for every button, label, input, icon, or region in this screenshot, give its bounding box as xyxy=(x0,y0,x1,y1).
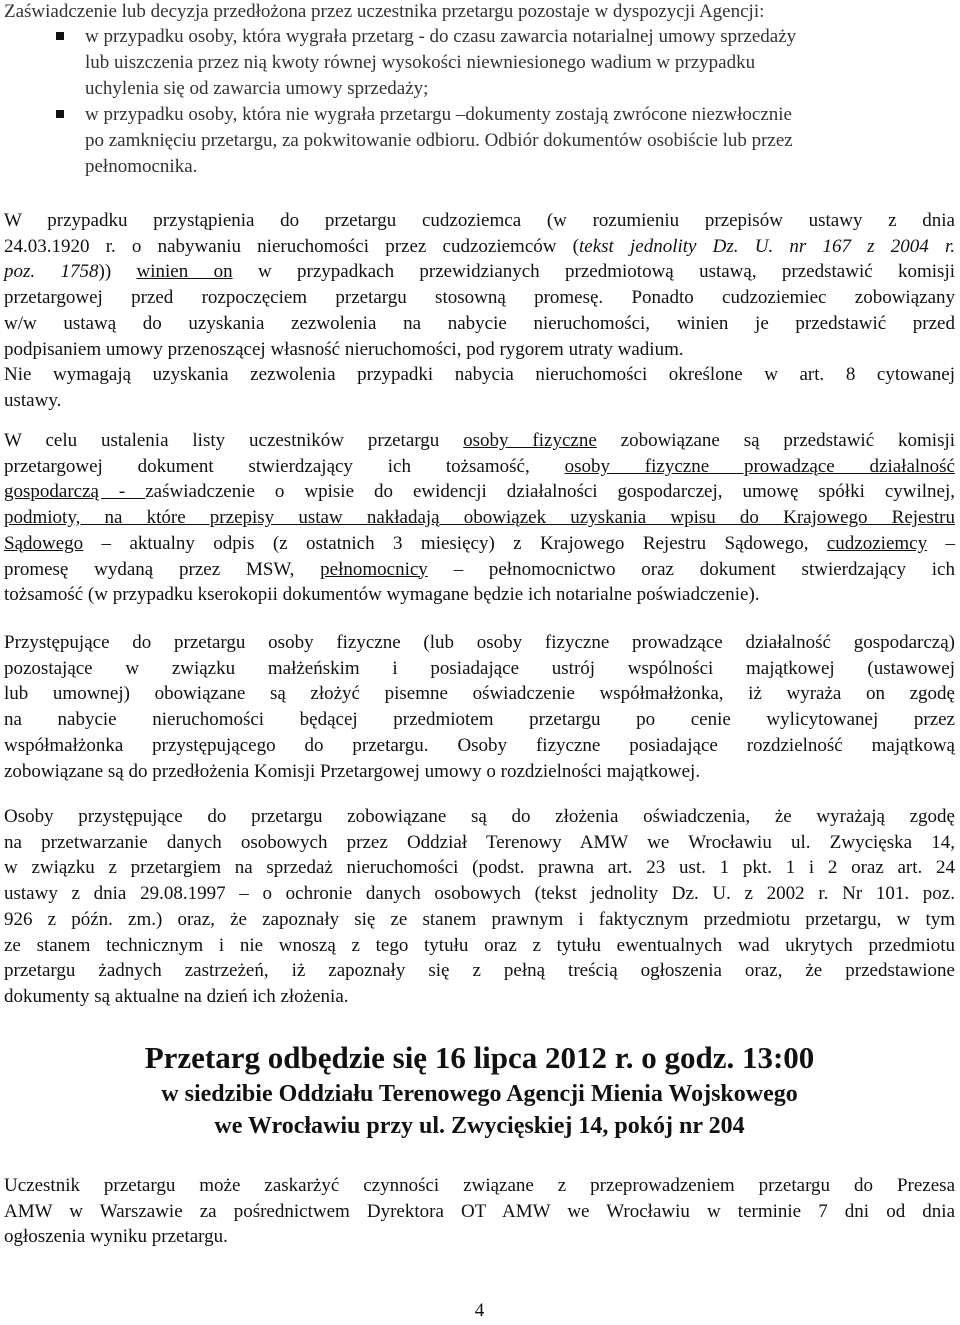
bullet-line: w przypadku osoby, która wygrała przetarg - do czasu zawarcia notarialnej umowy sprzedaży xyxy=(85,26,797,47)
italic-citation: tekst jednolity Dz. U. nr 167 z 2004 r. xyxy=(579,235,955,257)
text-line: ze stanem technicznym i nie wnoszą z tego tytułu oraz z tytułu ewentualnych wad ukrytych przedmiotu xyxy=(4,934,955,956)
text-line: w związku z przetargiem na sprzedaż nieruchomości (podst. prawna art. 23 ust. 1 pkt. 1 i 2 oraz art. 24 xyxy=(4,857,955,879)
text-line: ogłoszenia wyniku przetargu. xyxy=(4,1226,228,1248)
text-line xyxy=(4,234,955,260)
text-line: na nabycie nieruchomości będącej przedmiotem przetargu po cenie wylicytowanej przez xyxy=(4,709,955,731)
italic-citation: 1758 xyxy=(35,261,99,283)
underlined-text: pełnomocnicy xyxy=(320,558,428,580)
text-line: podpisaniem umowy przenoszącej własność nieruchomości, pod rygorem utraty wadium. xyxy=(4,338,684,360)
bullet-item-loser xyxy=(4,102,955,180)
text-line: zobowiązane są do przedłożenia Komisji Przetargowej umowy o rozdzielności majątkowej. xyxy=(4,760,701,782)
paragraph-foreigner xyxy=(4,208,955,414)
auction-address-heading: we Wrocławiu przy ul. Zwycięskiej 14, pokój nr 204 xyxy=(214,1113,745,1139)
underlined-text: gospodarczą - xyxy=(4,481,146,503)
text-line: dokumenty są aktualne na dzień ich złożenia. xyxy=(4,985,349,1007)
text-line: Uczestnik przetargu może zaskarżyć czynności związane z przeprowadzeniem przetargu do Prezesa xyxy=(4,1175,955,1196)
text-span: – pełnomocnictwo oraz dokument stwierdzający ich xyxy=(427,558,955,580)
text-span: 24.03.1920 r. o nabywaniu nieruchomości przez cudzoziemców ( xyxy=(4,235,579,257)
bullet-line: uchylenia się od zawarcia umowy sprzedaży; xyxy=(85,78,429,99)
paragraph-appeal xyxy=(4,1173,955,1250)
italic-citation: poz. xyxy=(4,261,36,283)
page-number: 4 xyxy=(474,1300,485,1321)
text-line: w/w ustawą do uzyskania zezwolenia na nabycie nieruchomości, winien je przedstawić przed xyxy=(4,312,955,334)
underlined-text: Sądowego xyxy=(4,532,84,554)
text-line xyxy=(4,479,955,505)
text-span: zaświadczenie o wpisie do ewidencji działalności gospodarczej, umowę spółki cywilnej, xyxy=(145,481,956,503)
bullet-line: w przypadku osoby, która nie wygrała przetargu –dokumenty zostają zwrócone niezwłocznie xyxy=(85,104,792,125)
text-span: w przypadkach przewidzianych przedmiotową ustawą, przedstawić komisji xyxy=(232,261,956,283)
underlined-text: osoby fizyczne xyxy=(463,430,597,451)
text-line xyxy=(4,454,955,480)
underlined-text: winien on xyxy=(136,261,233,283)
text-line xyxy=(4,557,955,583)
text-span: promesę wydaną przez MSW, xyxy=(4,558,321,580)
text-line: na przetwarzanie danych osobowych przez Oddział Terenowy AMW we Wrocławiu ul. Zwycięska 14, xyxy=(4,831,955,853)
text-span: W celu ustalenia listy uczestników przetargu xyxy=(4,430,464,451)
auction-date-heading: Przetarg odbędzie się 16 lipca 2012 r. o godz. 13:00 xyxy=(144,1040,815,1075)
paragraph-data-processing xyxy=(4,804,955,1010)
paragraph-spouse-consent xyxy=(4,630,955,784)
text-span: zobowiązane są przedstawić komisji xyxy=(596,430,956,451)
bullet-line: lub uiszczenia przez nią kwoty równej wysokości niewniesionego wadium w przypadku xyxy=(85,52,756,73)
text-line xyxy=(4,531,955,557)
text-line: pozostające w związku małżeńskim i posiadające ustrój wspólności majątkowej (ustawowej xyxy=(4,657,955,679)
paragraph-participants-list xyxy=(4,428,955,608)
text-span: )) xyxy=(98,261,137,283)
bullet-item-winner xyxy=(4,24,955,102)
text-span: przetargowej dokument stwierdzający ich tożsamość, xyxy=(4,455,565,477)
text-line: ustawy z dnia 29.08.1997 – o ochronie danych osobowych (tekst jednolity Dz. U. z 2002 r. Nr 101. poz. xyxy=(4,883,955,905)
text-line: 926 z późn. zm.) oraz, że zapoznały się ze stanem prawnym i faktycznym przedmiotu przetargu, w tym xyxy=(4,908,955,930)
text-span: – aktualny odpis (z ostatnich 3 miesięcy) z Krajowego Rejestru Sądowego, xyxy=(83,532,827,554)
text-line xyxy=(4,428,955,454)
intro-line: Zaświadczenie lub decyzja przedłożona przez uczestnika przetargu pozostaje w dyspozycji Agencji: xyxy=(4,1,765,22)
text-line: lub umownej) obowiązane są złożyć pisemne oświadczenie współmałżonka, iż wyraża on zgodę xyxy=(4,683,955,705)
text-line: przetargowej przed rozpoczęciem przetargu stosowną promesę. Ponadto cudzoziemiec zobowiązany xyxy=(4,287,955,309)
text-line: ustawy. xyxy=(4,389,62,411)
text-line xyxy=(4,259,955,285)
text-line: podmioty, na które przepisy ustaw nakładają obowiązek uzyskania wpisu do Krajowego Rejestru xyxy=(4,507,955,529)
text-line: Osoby przystępujące do przetargu zobowiązane są do złożenia oświadczenia, że wyrażają zgodę xyxy=(4,806,955,827)
bullet-line: po zamknięciu przetargu, za pokwitowanie odbioru. Odbiór dokumentów osobiście lub przez xyxy=(85,130,793,151)
bullet-list xyxy=(4,24,955,180)
text-line: AMW w Warszawie za pośrednictwem Dyrektora OT AMW we Wrocławiu w terminie 7 dni od dnia xyxy=(4,1200,955,1222)
text-line: Nie wymagają uzyskania zezwolenia przypadki nabycia nieruchomości określone w art. 8 cytowanej xyxy=(4,364,955,386)
text-line: W przypadku przystąpienia do przetargu cudzoziemca (w rozumieniu przepisów ustawy z dnia xyxy=(4,210,955,231)
underlined-text: cudzoziemcy xyxy=(826,532,928,554)
bullet-line: pełnomocnika. xyxy=(85,156,198,177)
text-line: tożsamość (w przypadku kserokopii dokumentów wymagane będzie ich notarialne poświadczenie). xyxy=(4,584,760,606)
text-line: Przystępujące do przetargu osoby fizyczne (lub osoby fizyczne prowadzące działalność gospodarczą) xyxy=(4,632,955,653)
text-line: współmałżonka przystępującego do przetargu. Osoby fizyczne posiadające rozdzielność majątkową xyxy=(4,734,955,756)
auction-location-heading: w siedzibie Oddziału Terenowego Agencji Mienia Wojskowego xyxy=(161,1081,798,1107)
square-bullet-icon xyxy=(56,110,64,118)
text-line: przetargu żadnych zastrzeżeń, iż zapoznały się z pełną treścią ogłoszenia oraz, że przedstawione xyxy=(4,960,955,982)
text-span: – xyxy=(927,532,955,554)
square-bullet-icon xyxy=(56,32,64,40)
underlined-text: osoby fizyczne prowadzące działalność xyxy=(564,455,955,477)
